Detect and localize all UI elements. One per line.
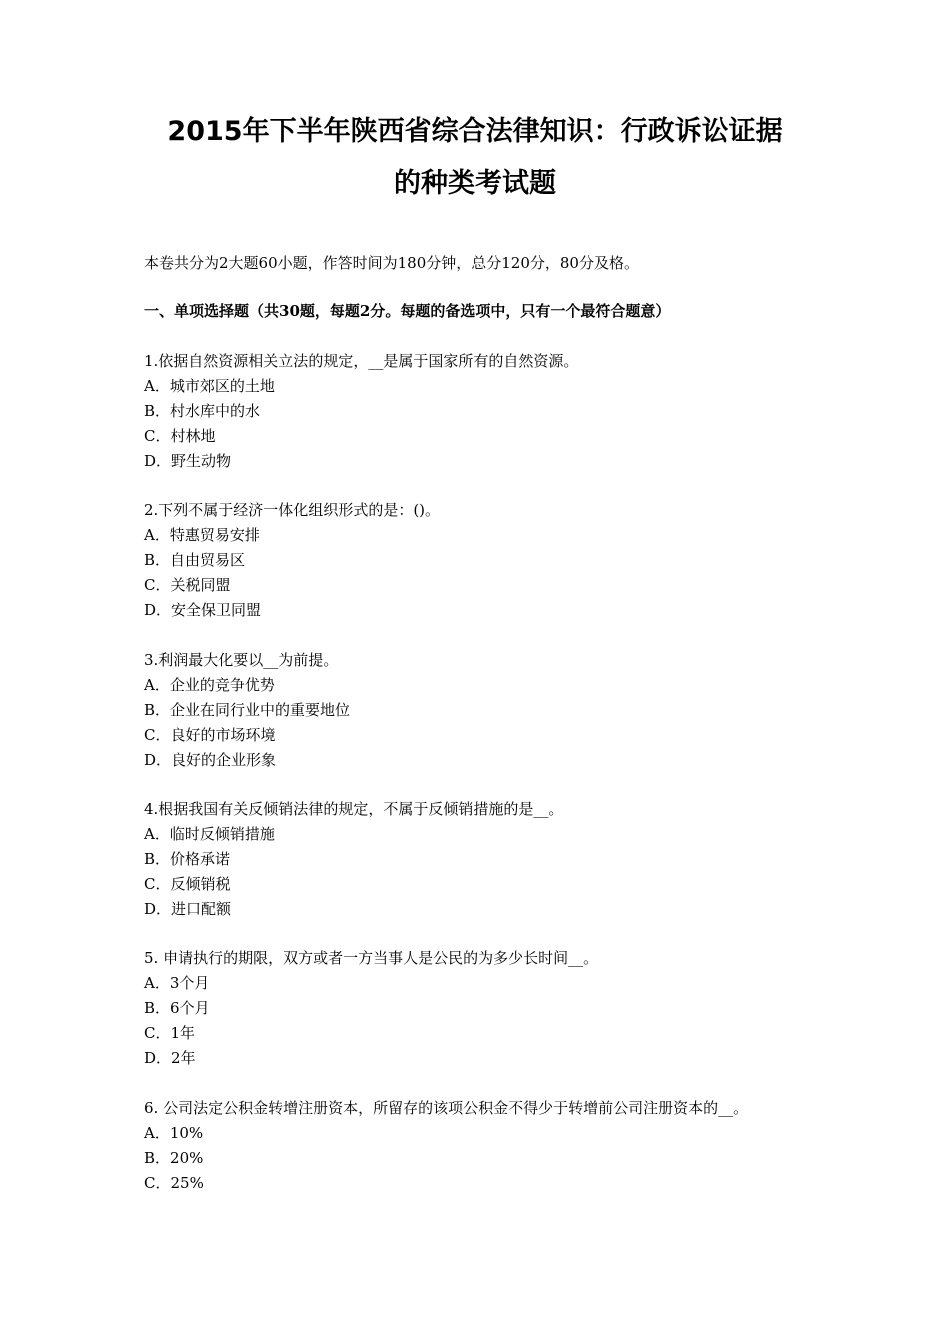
option-b: B．自由贸易区 xyxy=(144,551,246,569)
section-heading: 一、单项选择题（共30题，每题2分。每题的备选项中，只有一个最符合题意） xyxy=(144,302,671,320)
option-b: B．企业在同行业中的重要地位 xyxy=(144,701,351,719)
exam-intro: 本卷共分为2大题60小题，作答时间为180分钟，总分120分，80分及格。 xyxy=(144,254,639,272)
option-c: C．村林地 xyxy=(144,427,216,445)
option-d: D．安全保卫同盟 xyxy=(144,601,262,619)
question-1 xyxy=(144,349,844,474)
document-title-line-1: 2015年下半年陕西省综合法律知识：行政诉讼证据 xyxy=(167,116,783,147)
option-a: A．3个月 xyxy=(144,974,210,992)
question-2 xyxy=(144,498,844,623)
option-b: B．6个月 xyxy=(144,999,210,1017)
question-stem: 2.下列不属于经济一体化组织形式的是：()。 xyxy=(144,501,441,519)
option-d: D．2年 xyxy=(144,1049,196,1067)
option-d: D．野生动物 xyxy=(144,452,232,470)
question-3 xyxy=(144,648,844,773)
option-b: B．价格承诺 xyxy=(144,850,231,868)
question-5 xyxy=(144,946,844,1071)
option-b: B．20% xyxy=(144,1149,204,1167)
option-c: C．反倾销税 xyxy=(144,875,231,893)
option-a: A．临时反倾销措施 xyxy=(144,825,275,843)
question-stem: 4.根据我国有关反倾销法律的规定，不属于反倾销措施的是__。 xyxy=(144,800,564,818)
question-6 xyxy=(144,1096,844,1196)
option-b: B．村水库中的水 xyxy=(144,402,261,420)
option-a: A．特惠贸易安排 xyxy=(144,526,260,544)
option-c: C．1年 xyxy=(144,1024,196,1042)
question-stem: 5. 申请执行的期限，双方或者一方当事人是公民的为多少长时间__。 xyxy=(144,949,599,967)
option-a: A．城市郊区的土地 xyxy=(144,377,275,395)
option-c: C．良好的市场环境 xyxy=(144,726,276,744)
option-a: A．10% xyxy=(144,1124,204,1142)
document-title-line-2: 的种类考试题 xyxy=(394,168,556,199)
option-c: C．关税同盟 xyxy=(144,576,231,594)
option-a: A．企业的竞争优势 xyxy=(144,676,275,694)
question-stem: 6. 公司法定公积金转增注册资本，所留存的该项公积金不得少于转增前公司注册资本的__。 xyxy=(144,1099,749,1117)
question-stem: 3.利润最大化要以__为前提。 xyxy=(144,651,339,669)
question-4 xyxy=(144,797,844,922)
option-d: D．进口配额 xyxy=(144,900,232,918)
question-stem: 1.依据自然资源相关立法的规定，__是属于国家所有的自然资源。 xyxy=(144,352,579,370)
option-d: D．良好的企业形象 xyxy=(144,751,277,769)
option-c: C．25% xyxy=(144,1174,204,1192)
